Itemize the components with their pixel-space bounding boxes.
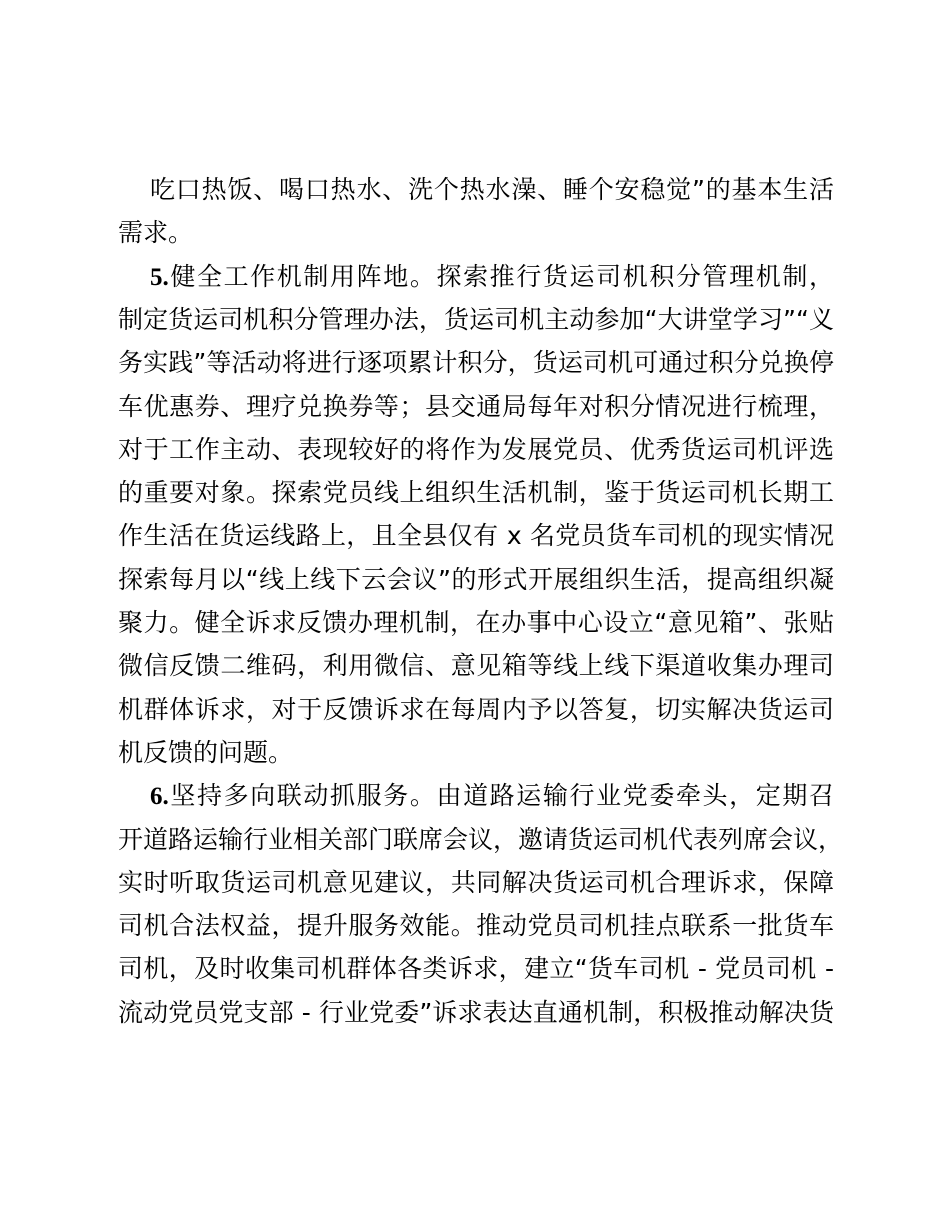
line-text: 开道路运输行业相关部门联席会议，邀请货运司机代表列席会议， — [118, 824, 844, 854]
line-text: 机群体诉求，对于反馈诉求在每周内予以答复，切实解决货运司 — [118, 694, 834, 724]
text-line — [118, 904, 834, 947]
line-text: 务实践”等活动将进行逐项累计积分，货运司机可通过积分兑换停 — [118, 348, 834, 378]
line-text: 坚持多向联动抓服务。由道路运输行业党委牵头，定期召 — [168, 781, 834, 811]
text-line — [118, 558, 834, 601]
text-line — [118, 601, 834, 644]
line-text: 车优惠券、理疗兑换券等；县交通局每年对积分情况进行梳理， — [118, 391, 834, 421]
text-line — [150, 168, 834, 211]
line-text: 司机合法权益，提升服务效能。推动党员司机挂点联系一批货车 — [118, 911, 834, 941]
line-text: 吃口热饭、喝口热水、洗个热水澡、睡个安稳觉”的基本生活 — [150, 175, 834, 204]
text-line — [118, 298, 834, 341]
text-line — [150, 255, 834, 298]
line-text: 制定货运司机积分管理办法，货运司机主动参加“大讲堂学习”“义 — [118, 304, 834, 334]
line-text: 探索每月以“线上线下云会议”的形式开展组织生活，提高组织凝 — [118, 564, 834, 594]
section-number: 6. — [150, 783, 169, 811]
text-line — [150, 774, 834, 817]
line-text: 流动党员党支部 - 行业党委”诉求表达直通机制，积极推动解决货 — [118, 997, 834, 1027]
text-line — [118, 947, 834, 990]
text-line — [118, 731, 834, 774]
line-text: 司机，及时收集司机群体各类诉求，建立“货车司机 - 党员司机 - — [118, 954, 834, 984]
line-text: 机反馈的问题。 — [118, 737, 294, 767]
text-line — [118, 644, 834, 687]
line-text: 作生活在货运线路上，且全县仅有 x 名党员货车司机的现实情况 — [118, 521, 834, 551]
section-number: 5. — [150, 263, 169, 291]
line-text: 聚力。健全诉求反馈办理机制，在办事中心设立“意见箱”、张贴 — [118, 608, 834, 637]
text-line — [118, 688, 834, 731]
line-text: 的重要对象。探索党员线上组织生活机制，鉴于货运司机长期工 — [118, 478, 834, 508]
line-text: 实时听取货运司机意见建议，共同解决货运司机合理诉求，保障 — [118, 867, 834, 897]
text-line — [118, 341, 834, 384]
line-text: 对于工作主动、表现较好的将作为发展党员、优秀货运司机评选 — [118, 434, 834, 464]
text-line — [118, 385, 834, 428]
text-line — [118, 861, 834, 904]
text-line — [118, 991, 834, 1034]
text-line — [118, 514, 834, 557]
text-line — [118, 471, 834, 514]
line-text: 需求。 — [118, 218, 194, 248]
text-line — [118, 428, 834, 471]
text-line — [118, 211, 834, 254]
line-text: 微信反馈二维码，利用微信、意见箱等线上线下渠道收集办理司 — [118, 651, 834, 681]
line-text: 健全工作机制用阵地。探索推行货运司机积分管理机制， — [168, 261, 834, 291]
text-line — [118, 818, 844, 861]
